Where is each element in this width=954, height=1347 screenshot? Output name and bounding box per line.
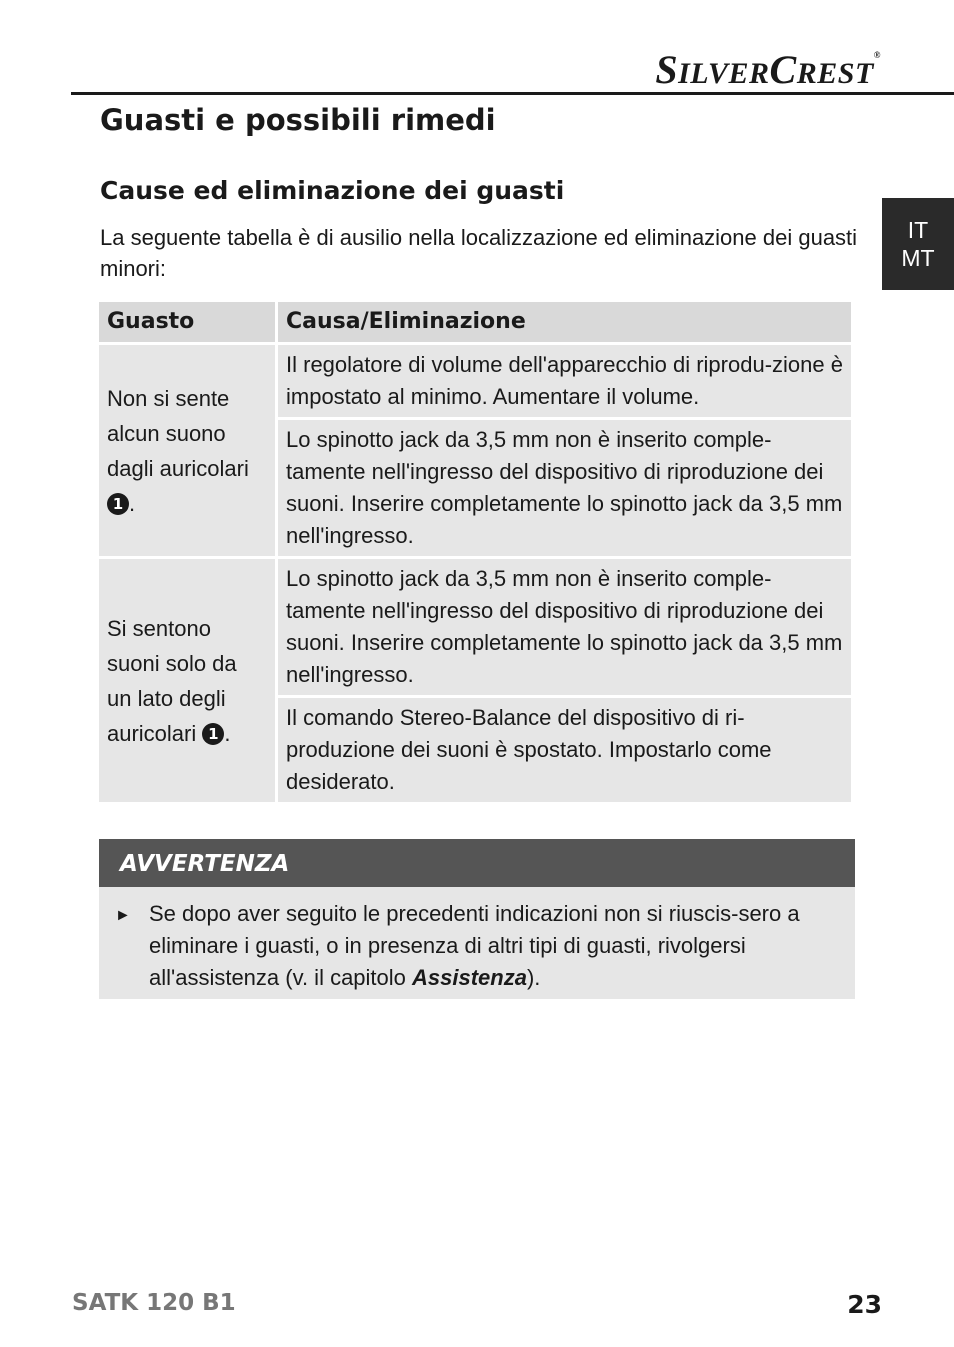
header-rule <box>71 92 954 95</box>
table-row <box>99 345 851 417</box>
header-guasto: Guasto <box>99 302 275 342</box>
table-header-row <box>99 302 851 342</box>
lang-it: IT <box>907 217 929 243</box>
cause-cell: Il comando Stereo-Balance del dispositivo di ri-produzione dei suoni è spostato. Impostarlo come desiderato. <box>278 698 851 802</box>
brand-logo: SILVERCREST® <box>655 47 881 92</box>
troubleshooting-table <box>96 299 854 805</box>
bullet-arrow-icon: ► <box>115 907 131 924</box>
language-tab <box>882 198 954 290</box>
page-number: 23 <box>847 1290 882 1319</box>
cause-cell: Il regolatore di volume dell'apparecchio di riprodu-zione è impostato al minimo. Aumentare il volume. <box>278 345 851 417</box>
cause-cell: Lo spinotto jack da 3,5 mm non è inserito comple-tamente nell'ingresso del dispositivo di riproduzione dei suoni. Inserire completamente lo spinotto jack da 3,5 mm nell'ingresso. <box>278 559 851 695</box>
ref-number-icon: 1 <box>107 493 129 515</box>
warning-body: ► Se dopo aver seguito le precedenti indicazioni non si riuscis-sero a eliminare i guasti, o in presenza di altri tipi di guasti, rivolgersi all'assistenza (v. il capitolo Assistenza). <box>99 887 855 999</box>
footer-model: SATK 120 B1 <box>72 1290 236 1316</box>
fault-cell: Si sentono suoni solo da un lato degli auricolari 1 . <box>99 559 275 802</box>
cause-cell: Lo spinotto jack da 3,5 mm non è inserito comple-tamente nell'ingresso del dispositivo di riproduzione dei suoni. Inserire completamente lo spinotto jack da 3,5 mm nell'ingresso. <box>278 420 851 556</box>
table-row <box>99 559 851 695</box>
ref-number-icon: 1 <box>202 723 224 745</box>
page-title: Guasti e possibili rimedi <box>100 103 496 137</box>
warning-heading: AVVERTENZA <box>99 839 855 887</box>
fault-cell: Non si sente alcun suono dagli auricolari 1 . <box>99 345 275 556</box>
section-title: Cause ed eliminazione dei guasti <box>100 176 565 205</box>
intro-paragraph: La seguente tabella è di ausilio nella localizzazione ed eliminazione dei guasti minori: <box>100 225 858 281</box>
lang-mt: MT <box>901 245 935 271</box>
header-causa: Causa/Eliminazione <box>278 302 851 342</box>
